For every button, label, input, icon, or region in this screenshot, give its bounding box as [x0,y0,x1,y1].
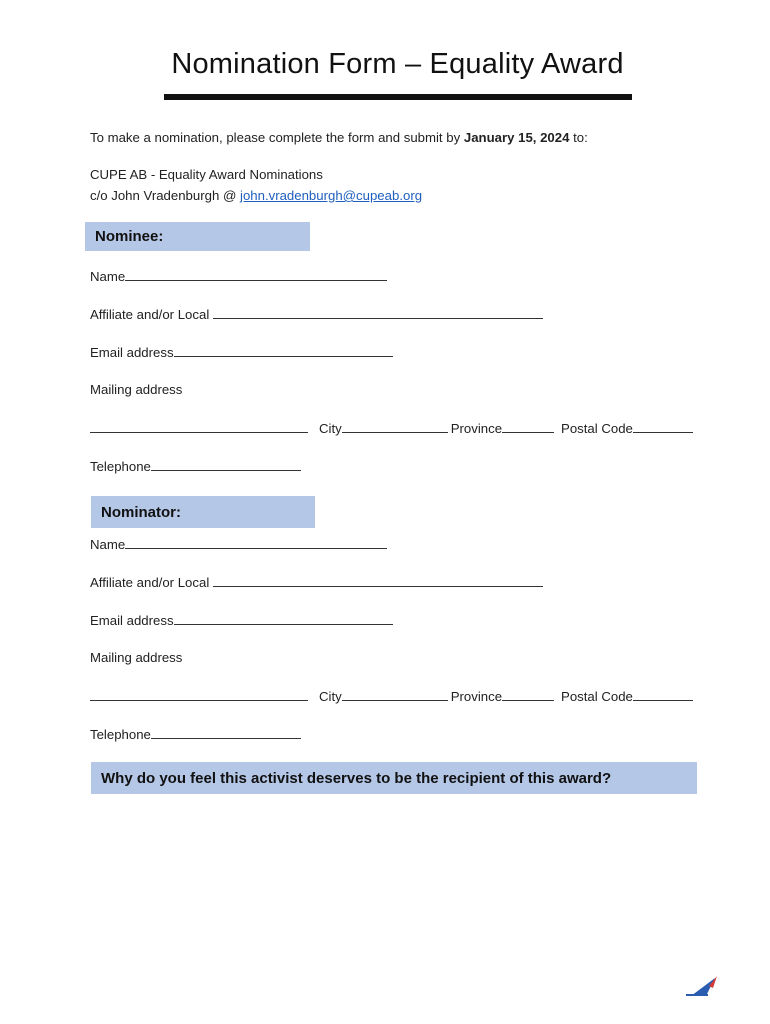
nominator-province-label: Province [450,689,503,704]
nominator-affiliate-label: Affiliate and/or Local [90,575,210,590]
nominator-name-label: Name [90,537,126,552]
nominator-email-input[interactable] [174,612,393,625]
nominee-name-input[interactable] [125,268,387,281]
nominator-affiliate-input[interactable] [213,574,543,587]
nominee-telephone-input[interactable] [151,458,301,471]
address-line-2 [90,188,422,203]
nominator-email-label: Email address [90,613,174,628]
nominee-email-input[interactable] [174,344,393,357]
nominator-heading [91,496,315,528]
intro-paragraph [90,130,588,145]
nominee-address-row [90,420,693,436]
nominee-city-input[interactable] [342,420,448,433]
nominee-heading [85,222,310,251]
nominee-postal-label: Postal Code [561,421,633,436]
nominator-address-row [90,688,693,704]
nominator-name-field [90,536,387,552]
nominee-heading-label: Nominee: [95,228,164,245]
nominee-postal-input[interactable] [633,420,693,433]
nominator-email-field [90,612,393,628]
question-heading [91,762,697,794]
intro-suffix: to: [573,130,588,145]
nominee-name-field [90,268,387,284]
nominee-affiliate-label: Affiliate and/or Local [90,307,210,322]
nominee-province-input[interactable] [502,420,554,433]
nominee-city-label: City [319,421,342,436]
nominator-province-input[interactable] [502,688,554,701]
nominee-affiliate-field [90,306,543,322]
page-title: Nomination Form – Equality Award [171,48,624,80]
nominator-postal-input[interactable] [633,688,693,701]
nominator-postal-label: Postal Code [561,689,633,704]
nominee-name-label: Name [90,269,126,284]
nominator-heading-label: Nominator: [101,503,181,521]
submission-email-link[interactable]: john.vradenburgh@cupeab.org [240,188,423,203]
nominee-email-label: Email address [90,345,174,360]
nominator-city-label: City [319,689,342,704]
nominee-province-label: Province [450,421,503,436]
address-co-prefix: c/o John Vradenburgh @ [90,188,237,203]
deadline-date: January 15, 2024 [463,130,570,145]
question-heading-label: Why do you feel this activist deserves to be the recipient of this award? [101,769,612,787]
nominee-telephone-field [90,458,301,474]
nominator-street-input[interactable] [90,688,308,701]
nominee-mailing-label: Mailing address [90,382,183,397]
nominee-email-field [90,344,393,360]
title-underline [164,94,632,100]
nominator-telephone-label: Telephone [90,727,151,742]
address-line-1: CUPE AB - Equality Award Nominations [90,167,323,182]
nominee-street-input[interactable] [90,420,308,433]
intro-text: To make a nomination, please complete the form and submit by [90,130,461,145]
nominator-telephone-field [90,726,301,742]
nominator-name-input[interactable] [125,536,387,549]
nominee-affiliate-input[interactable] [213,306,543,319]
nominee-telephone-label: Telephone [90,459,151,474]
nominator-city-input[interactable] [342,688,448,701]
nominator-mailing-label: Mailing address [90,650,183,665]
cupe-logo-icon [683,974,723,1000]
nominator-telephone-input[interactable] [151,726,301,739]
nominator-affiliate-field [90,574,543,590]
